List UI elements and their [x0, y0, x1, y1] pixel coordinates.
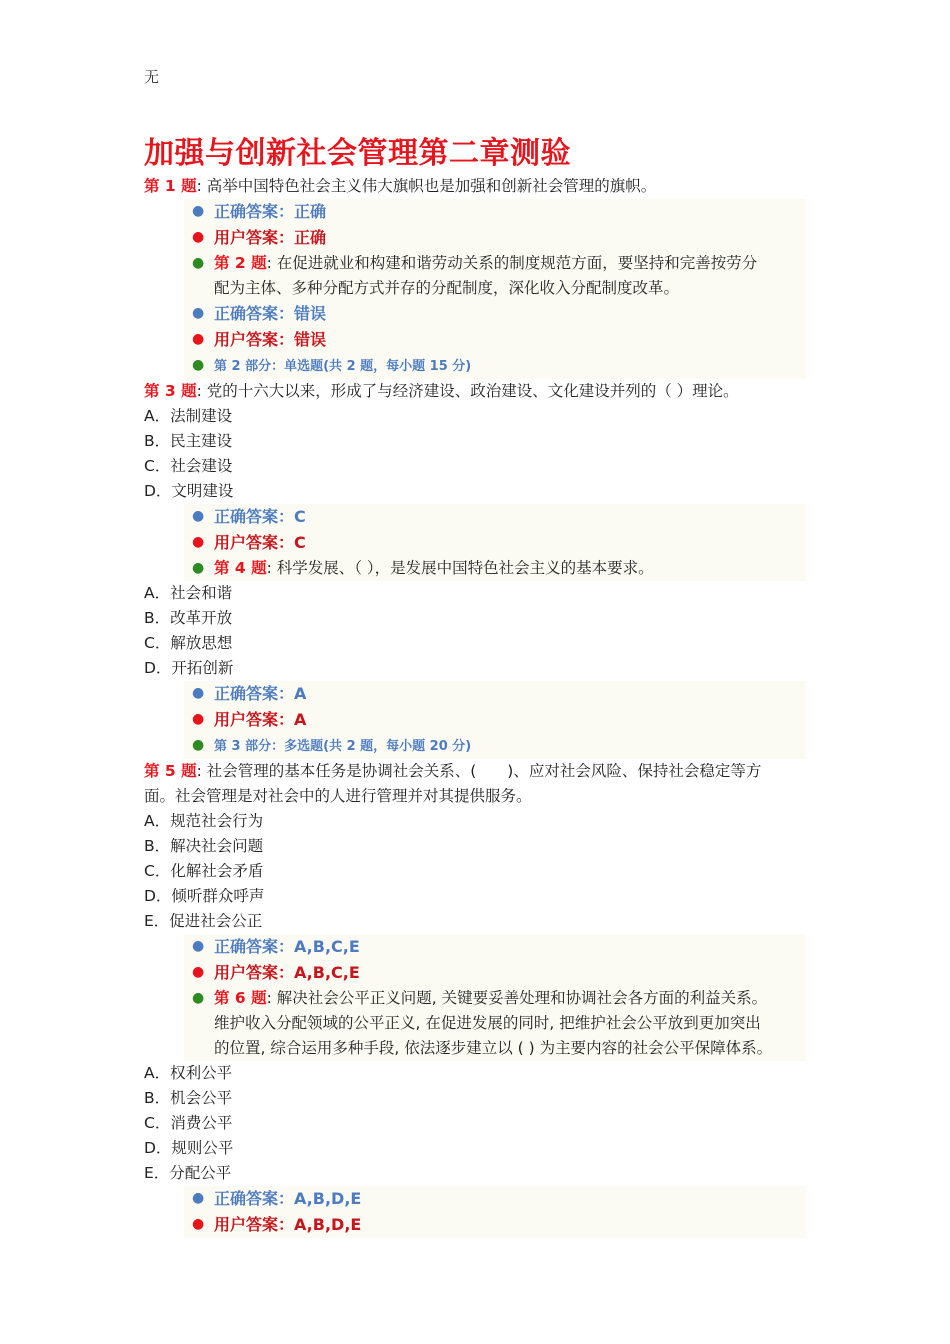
- bullet-icon: ●: [192, 1190, 205, 1206]
- user-answer: [184, 225, 806, 251]
- answer-option: A．法制建设: [144, 407, 233, 425]
- answer-option: B．民主建设: [144, 432, 233, 450]
- section-heading-text: 第 3 部分：多选题(共 2 题，每小题 20 分): [214, 739, 472, 754]
- question-text: 党的十六大以来，形成了与经济建设、政治建设、文化建设并列的（ ）理论。: [206, 382, 739, 400]
- question-text: 社会管理的基本任务是协调社会关系、( )、应对社会风险、保持社会稳定等方: [206, 762, 762, 780]
- bulleted-question-line: [184, 251, 806, 276]
- question-number: 第 2 题: [214, 254, 267, 272]
- bullet-icon: ●: [192, 990, 205, 1006]
- answer-text: 正确答案：A,B,C,E: [214, 937, 360, 956]
- answer-text: 正确答案：A: [214, 684, 307, 703]
- correct-answer: [184, 1186, 806, 1212]
- user-answer: [184, 960, 806, 986]
- question-text: 面。社会管理是对社会中的人进行管理并对其提供服务。: [144, 787, 532, 805]
- bullet-icon: ●: [192, 560, 205, 576]
- page-title: 加强与创新社会管理第二章测验: [144, 136, 571, 171]
- question-text: 科学发展、（ ），是发展中国特色社会主义的基本要求。: [276, 559, 654, 577]
- correct-answer: [184, 301, 806, 327]
- question-sep: :: [196, 382, 202, 400]
- answer-text: 用户答案：A: [214, 710, 307, 729]
- question-number: 第 1 题: [144, 177, 197, 195]
- bulleted-question-line: [184, 1036, 806, 1061]
- question-number: 第 5 题: [144, 762, 197, 780]
- question-sep: :: [266, 254, 272, 272]
- section-heading-text: 第 2 部分：单选题(共 2 题，每小题 15 分): [214, 359, 472, 374]
- bulleted-question-line: [184, 556, 806, 581]
- correct-answer: [184, 504, 806, 530]
- answer-option: A．规范社会行为: [144, 812, 264, 830]
- question-text: 配为主体、多种分配方式并存的分配制度，深化收入分配制度改革。: [214, 279, 680, 297]
- bullet-icon: ●: [192, 229, 205, 245]
- answer-option: C．化解社会矛盾: [144, 862, 264, 880]
- answer-option: D．文明建设: [144, 482, 234, 500]
- answer-text: 正确答案：错误: [214, 304, 327, 323]
- question-sep: :: [196, 177, 202, 195]
- user-answer: [184, 1212, 806, 1238]
- user-answer: [184, 530, 806, 556]
- question-sep: :: [266, 989, 272, 1007]
- answer-text: 正确答案：正确: [214, 202, 327, 221]
- question-line: [144, 759, 814, 784]
- answer-option: B．解决社会问题: [144, 837, 264, 855]
- section-heading: [184, 353, 806, 379]
- question-sep: :: [266, 559, 272, 577]
- page-header: 无: [144, 68, 160, 86]
- answer-text: 正确答案：C: [214, 507, 306, 526]
- answer-option: B．机会公平: [144, 1089, 233, 1107]
- bullet-icon: ●: [192, 357, 205, 373]
- answer-option: C．消费公平: [144, 1114, 233, 1132]
- question-sep: :: [196, 762, 202, 780]
- bullet-icon: ●: [192, 203, 205, 219]
- question-text: 的位置, 综合运用多种手段, 依法逐步建立以 ( ) 为主要内容的社会公平保障体系。: [214, 1039, 773, 1057]
- answer-option: E．促进社会公正: [144, 912, 263, 930]
- bullet-icon: ●: [192, 305, 205, 321]
- bullet-icon: ●: [192, 534, 205, 550]
- question-text: 在促进就业和构建和谐劳动关系的制度规范方面，要坚持和完善按劳分: [276, 254, 758, 272]
- question-text: 维护收入分配领域的公平正义, 在促进发展的同时, 把维护社会公平放到更加突出: [214, 1014, 761, 1032]
- question-text: 解决社会公平正义问题, 关键要妥善处理和协调社会各方面的利益关系。: [276, 989, 768, 1007]
- answer-option: D．倾听群众呼声: [144, 887, 265, 905]
- answer-option: C．社会建设: [144, 457, 233, 475]
- bullet-icon: ●: [192, 255, 205, 271]
- bulleted-question-line: [184, 986, 806, 1011]
- answer-text: 正确答案：A,B,D,E: [214, 1189, 362, 1208]
- bullet-icon: ●: [192, 737, 205, 753]
- answer-text: 用户答案：错误: [214, 330, 327, 349]
- bullet-icon: ●: [192, 331, 205, 347]
- answer-text: 用户答案：C: [214, 533, 306, 552]
- bullet-icon: ●: [192, 508, 205, 524]
- question-text: 高举中国特色社会主义伟大旗帜也是加强和创新社会管理的旗帜。: [206, 177, 657, 195]
- bulleted-question-line: [184, 276, 806, 301]
- question-number: 第 3 题: [144, 382, 197, 400]
- answer-option: D．规则公平: [144, 1139, 234, 1157]
- correct-answer: [184, 934, 806, 960]
- answer-option: E．分配公平: [144, 1164, 232, 1182]
- user-answer: [184, 327, 806, 353]
- bulleted-question-line: [184, 1011, 806, 1036]
- answer-option: D．开拓创新: [144, 659, 234, 677]
- bullet-icon: ●: [192, 685, 205, 701]
- correct-answer: [184, 199, 806, 225]
- question-number: 第 6 题: [214, 989, 267, 1007]
- answer-option: C．解放思想: [144, 634, 233, 652]
- bullet-icon: ●: [192, 938, 205, 954]
- bullet-icon: ●: [192, 711, 205, 727]
- answer-text: 用户答案：A,B,D,E: [214, 1215, 362, 1234]
- answer-option: A．社会和谐: [144, 584, 233, 602]
- bullet-icon: ●: [192, 1216, 205, 1232]
- question-line: [144, 379, 814, 404]
- answer-text: 用户答案：A,B,C,E: [214, 963, 360, 982]
- user-answer: [184, 707, 806, 733]
- answer-option: B．改革开放: [144, 609, 233, 627]
- section-heading: [184, 733, 806, 759]
- question-number: 第 4 题: [214, 559, 267, 577]
- question-line: [144, 174, 814, 199]
- correct-answer: [184, 681, 806, 707]
- quiz-content: [144, 174, 814, 1238]
- bullet-icon: ●: [192, 964, 205, 980]
- answer-text: 用户答案：正确: [214, 228, 327, 247]
- question-line: [144, 784, 814, 809]
- answer-option: A．权利公平: [144, 1064, 233, 1082]
